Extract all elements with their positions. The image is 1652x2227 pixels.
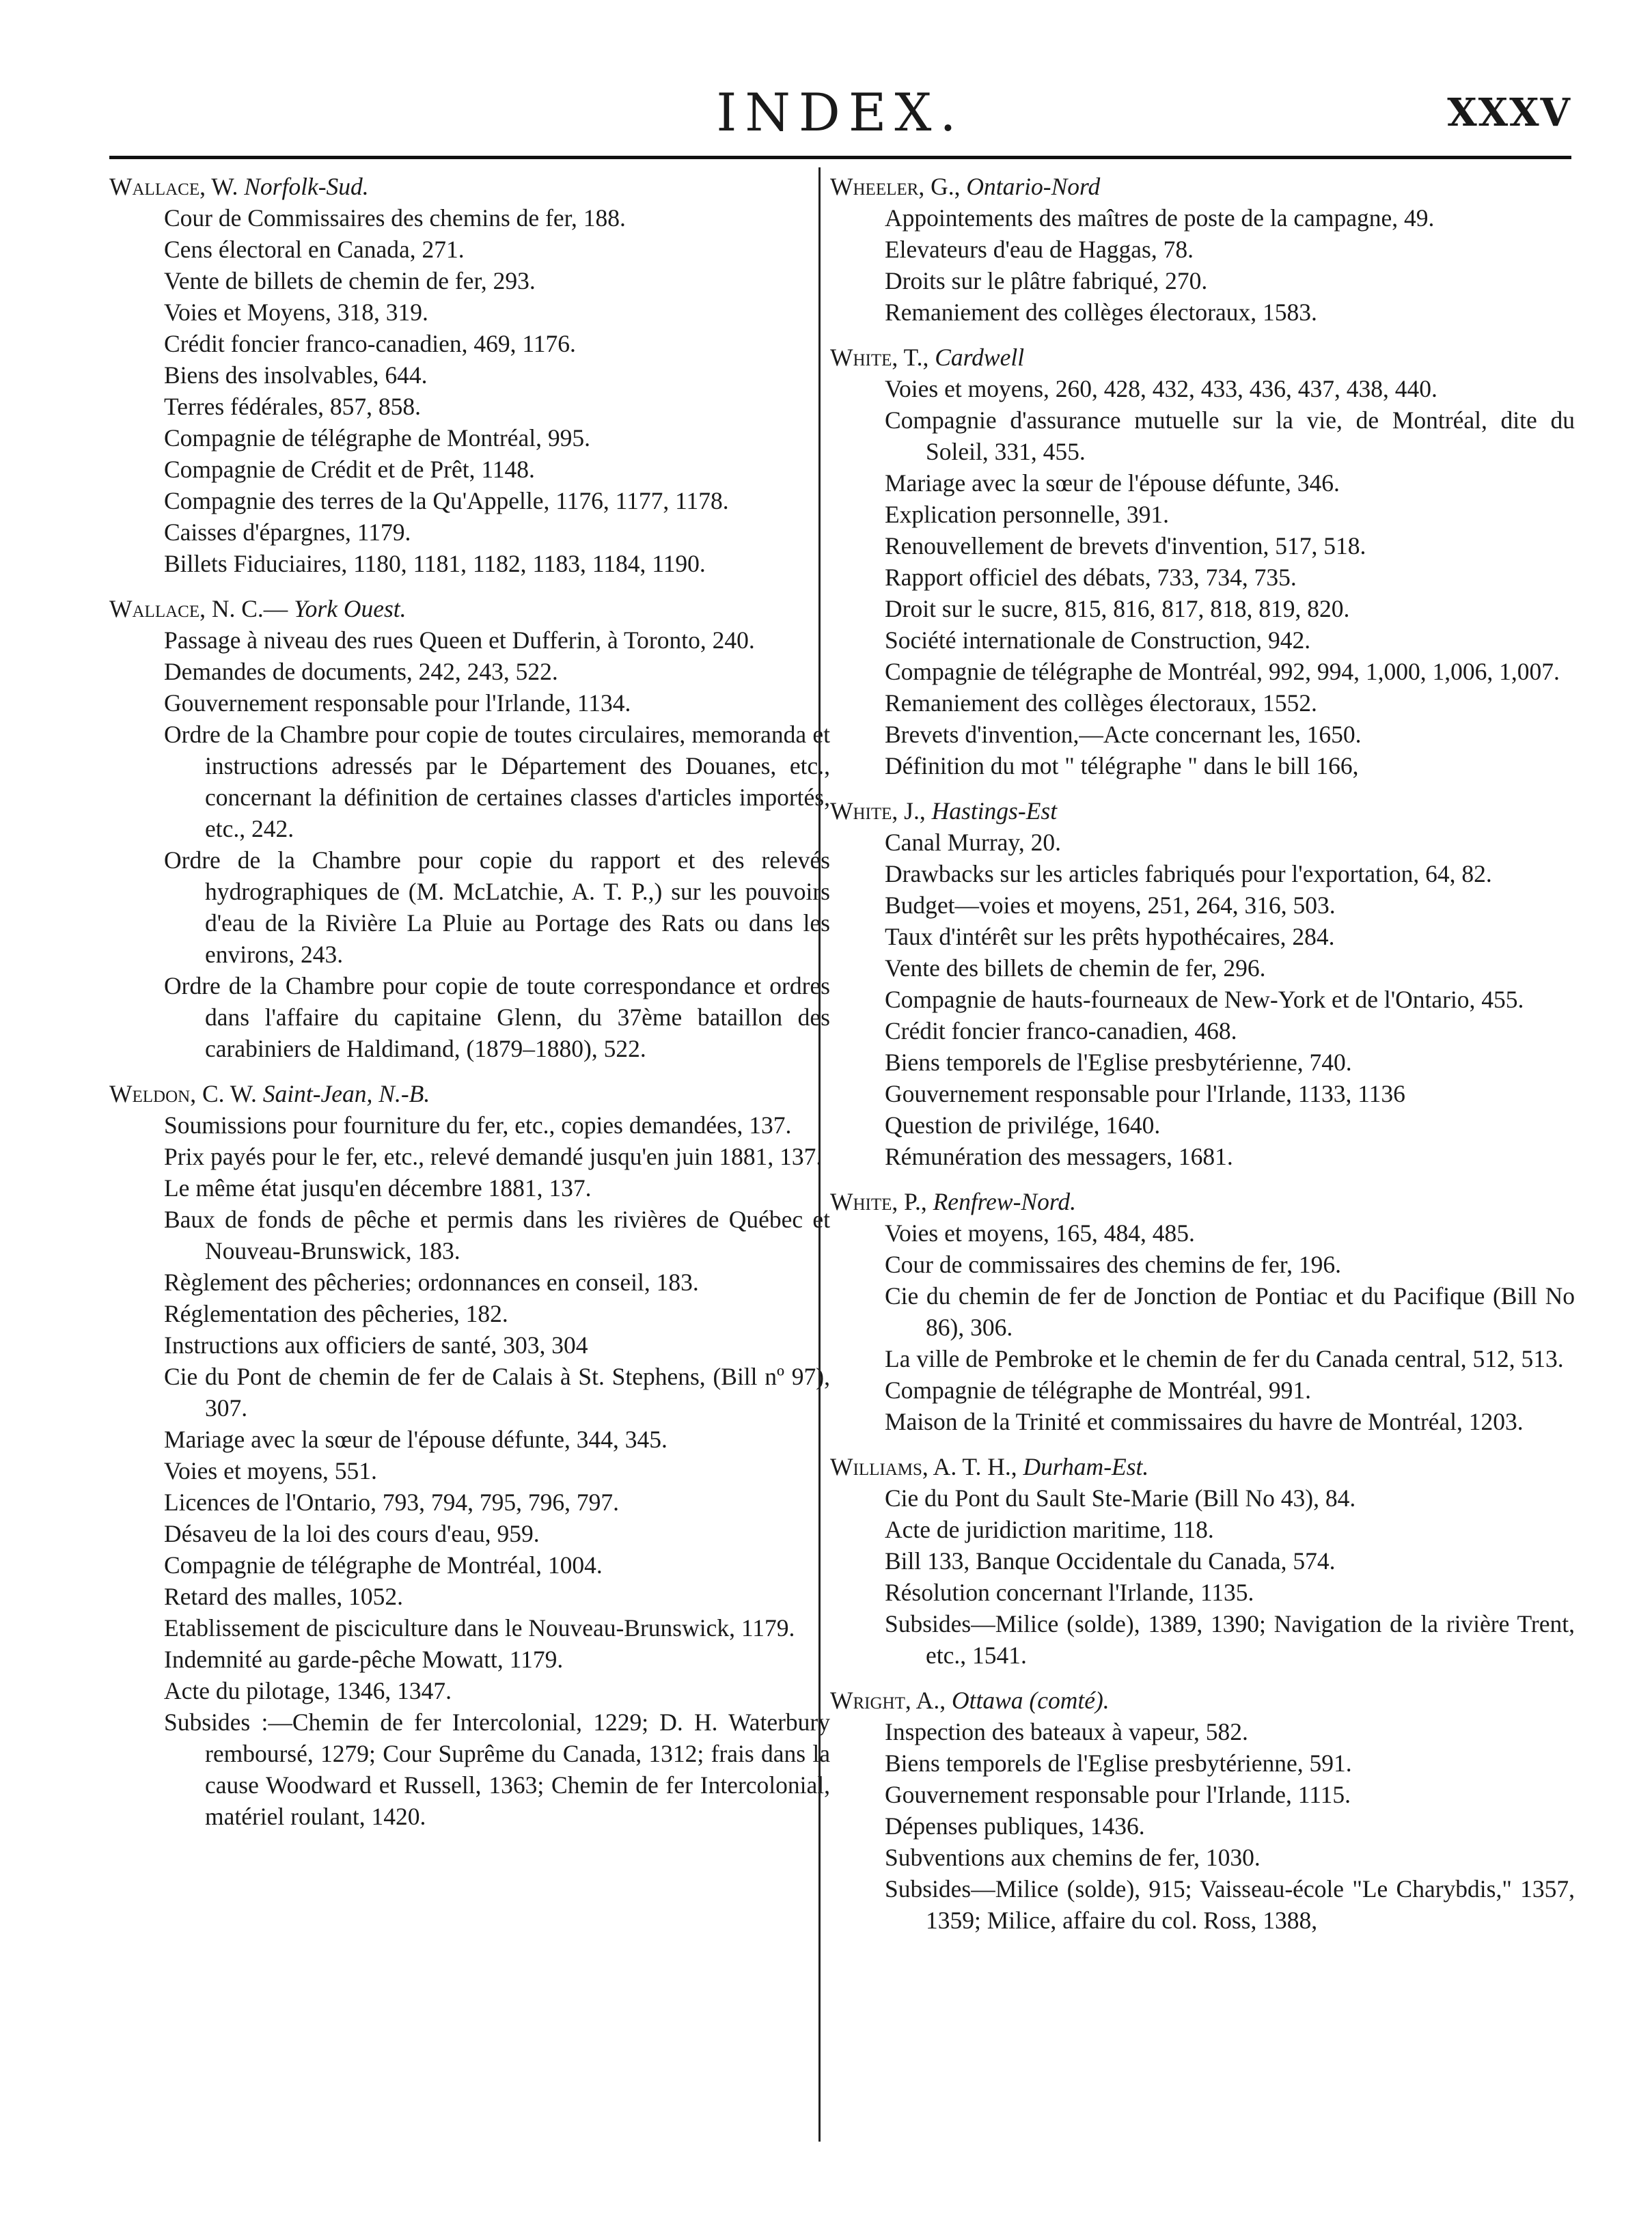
index-entry: Ordre de la Chambre pour copie de toute correspondance et ordres dans l'affaire du capitaine Glenn, du 37ème bataillon des carabiniers de Haldimand, (1879–1880), 522. <box>164 972 830 1062</box>
member-riding: Norfolk-Sud. <box>244 173 369 200</box>
index-entry: Rémunération des messagers, 1681. <box>885 1143 1233 1170</box>
index-entry: Drawbacks sur les articles fabriqués pour l'exportation, 64, 82. <box>885 860 1492 887</box>
index-entry: Voies et Moyens, 318, 319. <box>164 299 428 326</box>
member-heading <box>830 1685 1575 1716</box>
index-entry: Compagnie de télégraphe de Montréal, 1004. <box>164 1551 603 1579</box>
member-block <box>830 1186 1575 1437</box>
index-entry: Biens temporels de l'Eglise presbytérienne, 591. <box>885 1749 1352 1777</box>
page-title: INDEX. <box>716 82 965 143</box>
member-block <box>830 1685 1575 1936</box>
index-entry: Remaniement des collèges électoraux, 1552. <box>885 689 1317 717</box>
index-entry: Acte de juridiction maritime, 118. <box>885 1516 1214 1543</box>
index-entry: Voies et moyens, 260, 428, 432, 433, 436, 437, 438, 440. <box>885 375 1437 402</box>
index-entry: Ordre de la Chambre pour copie du rapport et des relevés hydrographiques de (M. McLatchie, A. T. P.,) sur les pouvoirs d'eau de la Rivière La Pluie au Portage des Rats ou dans les environs, 243. <box>164 846 830 968</box>
index-entry: Le même état jusqu'en décembre 1881, 137. <box>164 1174 592 1202</box>
index-entry: Crédit foncier franco-canadien, 469, 1176. <box>164 330 576 357</box>
member-heading <box>109 171 830 202</box>
index-entry: Question de privilége, 1640. <box>885 1111 1161 1139</box>
index-entry: Prix payés pour le fer, etc., relevé demandé jusqu'en juin 1881, 137. <box>164 1143 823 1170</box>
index-entry: Réglementation des pêcheries, 182. <box>164 1300 508 1327</box>
index-entry: Baux de fonds de pêche et permis dans les rivières de Québec et Nouveau-Brunswick, 183. <box>164 1206 830 1264</box>
index-entry: Droit sur le sucre, 815, 816, 817, 818, 819, 820. <box>885 595 1350 622</box>
member-heading <box>830 795 1575 827</box>
index-entry: Canal Murray, 20. <box>885 829 1061 856</box>
member-heading <box>830 1451 1575 1482</box>
member-name: Wright, A., <box>830 1687 946 1714</box>
index-entry: Explication personnelle, 391. <box>885 501 1170 528</box>
member-name: White, T., <box>830 344 929 371</box>
index-entry: Voies et moyens, 165, 484, 485. <box>885 1219 1195 1247</box>
index-entry: Règlement des pêcheries; ordonnances en conseil, 183. <box>164 1269 699 1296</box>
member-name: Weldon, C. W. <box>109 1080 257 1107</box>
index-entry: Biens des insolvables, 644. <box>164 361 428 389</box>
index-entry: Soumissions pour fourniture du fer, etc., copies demandées, 137. <box>164 1111 792 1139</box>
member-heading <box>830 1186 1575 1217</box>
index-entry: Cie du chemin de fer de Jonction de Pontiac et du Pacifique (Bill No 86), 306. <box>885 1282 1575 1341</box>
right-column <box>830 171 1575 1950</box>
index-entry: Retard des malles, 1052. <box>164 1583 403 1610</box>
index-entry: Subsides :—Chemin de fer Intercolonial, 1229; D. H. Waterbury remboursé, 1279; Cour Suprême du Canada, 1312; frais dans la cause Woodward et Russell, 1363; Chemin de fer Intercolonial, matériel roulant, 1420. <box>164 1709 830 1830</box>
index-entry: Passage à niveau des rues Queen et Dufferin, à Toronto, 240. <box>164 626 755 654</box>
index-entry: Appointements des maîtres de poste de la campagne, 49. <box>885 204 1435 232</box>
page-number: XXXV <box>1447 90 1571 135</box>
index-entry: Définition du mot " télégraphe " dans le bill 166, <box>885 752 1359 779</box>
member-heading <box>109 593 830 624</box>
member-block <box>830 1451 1575 1671</box>
index-entry: Subsides—Milice (solde), 915; Vaisseau-école "Le Charybdis," 1357, 1359; Milice, affaire du col. Ross, 1388, <box>885 1875 1575 1934</box>
member-block <box>830 171 1575 328</box>
member-riding: Ontario-Nord <box>966 173 1101 200</box>
index-entry: Société internationale de Construction, 942. <box>885 626 1311 654</box>
index-entry: Caisses d'épargnes, 1179. <box>164 518 411 546</box>
member-riding: Hastings-Est <box>931 797 1058 825</box>
member-block <box>830 795 1575 1172</box>
index-entry: Cour de Commissaires des chemins de fer, 188. <box>164 204 626 232</box>
member-heading <box>830 171 1575 202</box>
member-heading <box>830 342 1575 373</box>
member-riding: York Ouest. <box>294 595 407 622</box>
index-entry: Remaniement des collèges électoraux, 1583. <box>885 299 1317 326</box>
index-entry: Cour de commissaires des chemins de fer, 196. <box>885 1251 1341 1278</box>
member-name: Wallace, N. C.— <box>109 595 288 622</box>
index-entry: Cie du Pont du Sault Ste-Marie (Bill No 43), 84. <box>885 1484 1356 1512</box>
index-entry: Voies et moyens, 551. <box>164 1457 377 1484</box>
index-entry: Elevateurs d'eau de Haggas, 78. <box>885 236 1194 263</box>
page-header <box>109 82 1571 150</box>
header-rule <box>109 156 1571 159</box>
index-entry: Instructions aux officiers de santé, 303, 304 <box>164 1331 588 1359</box>
index-entry: Vente de billets de chemin de fer, 293. <box>164 267 536 294</box>
index-entry: Inspection des bateaux à vapeur, 582. <box>885 1718 1248 1745</box>
index-entry: Compagnie de télégraphe de Montréal, 995. <box>164 424 591 452</box>
index-entry: Taux d'intérêt sur les prêts hypothécaires, 284. <box>885 923 1335 950</box>
index-entry: Subventions aux chemins de fer, 1030. <box>885 1844 1261 1871</box>
index-entry: Demandes de documents, 242, 243, 522. <box>164 658 558 685</box>
index-entry: Compagnie d'assurance mutuelle sur la vie, de Montréal, dite du Soleil, 331, 455. <box>885 406 1575 465</box>
member-name: White, J., <box>830 797 926 825</box>
member-riding: Renfrew-Nord. <box>933 1188 1076 1215</box>
member-block <box>109 593 830 1064</box>
index-entry: Mariage avec la sœur de l'épouse défunte, 346. <box>885 469 1340 497</box>
left-column <box>109 171 830 1846</box>
index-entry: Biens temporels de l'Eglise presbytérienne, 740. <box>885 1049 1352 1076</box>
member-name: Williams, A. T. H., <box>830 1453 1017 1480</box>
index-entry: Brevets d'invention,—Acte concernant les, 1650. <box>885 721 1362 748</box>
column-divider <box>818 167 821 2142</box>
index-entry: Compagnie de télégraphe de Montréal, 991. <box>885 1377 1312 1404</box>
index-entry: Indemnité au garde-pêche Mowatt, 1179. <box>164 1646 564 1673</box>
index-entry: Compagnie de télégraphe de Montréal, 992, 994, 1,000, 1,006, 1,007. <box>885 658 1560 685</box>
index-entry: Budget—voies et moyens, 251, 264, 316, 503. <box>885 891 1336 919</box>
index-entry: Ordre de la Chambre pour copie de toutes circulaires, memoranda et instructions adressés par le Département des Douanes, etc., concernant la définition de certaines classes d'articles importés, etc., 242. <box>164 721 830 842</box>
index-entry: Vente des billets de chemin de fer, 296. <box>885 954 1266 982</box>
index-entry: Maison de la Trinité et commissaires du havre de Montréal, 1203. <box>885 1408 1524 1435</box>
index-entry: Etablissement de pisciculture dans le Nouveau-Brunswick, 1179. <box>164 1614 795 1642</box>
index-entry: Mariage avec la sœur de l'épouse défunte, 344, 345. <box>164 1426 667 1453</box>
index-entry: Renouvellement de brevets d'invention, 517, 518. <box>885 532 1366 559</box>
member-riding: Ottawa (comté). <box>951 1687 1110 1714</box>
index-entry: Subsides—Milice (solde), 1389, 1390; Navigation de la rivière Trent, etc., 1541. <box>885 1610 1575 1669</box>
member-riding: Durham-Est. <box>1023 1453 1149 1480</box>
index-entry: Rapport officiel des débats, 733, 734, 735. <box>885 564 1297 591</box>
member-name: White, P., <box>830 1188 927 1215</box>
index-entry: Bill 133, Banque Occidentale du Canada, 574. <box>885 1547 1336 1575</box>
member-heading <box>109 1078 830 1109</box>
index-entry: Crédit foncier franco-canadien, 468. <box>885 1017 1237 1045</box>
member-block <box>109 1078 830 1832</box>
index-entry: Résolution concernant l'Irlande, 1135. <box>885 1579 1254 1606</box>
member-riding: Cardwell <box>935 344 1025 371</box>
index-entry: La ville de Pembroke et le chemin de fer du Canada central, 512, 513. <box>885 1345 1564 1372</box>
index-entry: Billets Fiduciaires, 1180, 1181, 1182, 1183, 1184, 1190. <box>164 550 706 577</box>
index-entry: Gouvernement responsable pour l'Irlande, 1133, 1136 <box>885 1080 1405 1107</box>
index-entry: Gouvernement responsable pour l'Irlande, 1134. <box>164 689 631 717</box>
member-name: Wallace, W. <box>109 173 238 200</box>
index-entry: Droits sur le plâtre fabriqué, 270. <box>885 267 1208 294</box>
member-name: Wheeler, G., <box>830 173 961 200</box>
index-entry: Compagnie de Crédit et de Prêt, 1148. <box>164 456 535 483</box>
index-entry: Gouvernement responsable pour l'Irlande, 1115. <box>885 1781 1351 1808</box>
index-entry: Cie du Pont de chemin de fer de Calais à St. Stephens, (Bill nº 97), 307. <box>164 1363 830 1422</box>
member-block <box>830 342 1575 781</box>
index-entry: Licences de l'Ontario, 793, 794, 795, 796, 797. <box>164 1489 619 1516</box>
index-entry: Désaveu de la loi des cours d'eau, 959. <box>164 1520 540 1547</box>
index-entry: Compagnie des terres de la Qu'Appelle, 1176, 1177, 1178. <box>164 487 729 514</box>
member-block <box>109 171 830 579</box>
member-riding: Saint-Jean, N.-B. <box>262 1080 430 1107</box>
index-entry: Acte du pilotage, 1346, 1347. <box>164 1677 452 1704</box>
index-entry: Dépenses publiques, 1436. <box>885 1812 1145 1840</box>
index-entry: Cens électoral en Canada, 271. <box>164 236 465 263</box>
index-entry: Terres fédérales, 857, 858. <box>164 393 422 420</box>
index-entry: Compagnie de hauts-fourneaux de New-York et de l'Ontario, 455. <box>885 986 1524 1013</box>
